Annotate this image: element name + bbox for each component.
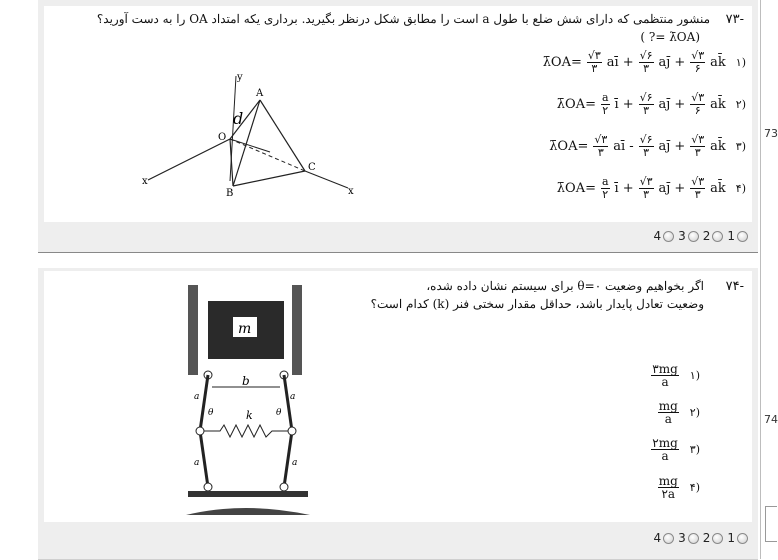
side-question-number: 74: [764, 413, 778, 426]
answer-radio-2[interactable]: [712, 533, 723, 544]
svg-text:a: a: [194, 458, 200, 468]
answer-radio-1[interactable]: [737, 231, 748, 242]
answer-choices: [653, 229, 748, 243]
question-text-line2: وضعیت تعادل پایدار باشد، حداقل مقدار سختی فنر (k) کدام است؟: [370, 297, 704, 311]
point-O-label: O: [218, 132, 227, 143]
option-3: λ̄OA= $\frac{√۳}{۳}$ aī - $\frac{√۶}{۳}$ aj̄ + $\frac{√۳}{۳}$ ak̄ ۳): [549, 133, 746, 159]
answer-radio-4[interactable]: [663, 533, 674, 544]
y-axis-label: y: [237, 72, 243, 83]
prism-figure: [140, 66, 360, 199]
question-73-card: [44, 6, 752, 222]
svg-text:a: a: [290, 392, 296, 402]
point-A-label: A: [256, 88, 264, 99]
point-C-label: C: [308, 162, 316, 173]
mechanism-figure: [184, 279, 314, 515]
answer-label: 1: [727, 531, 735, 545]
b-label: b: [242, 374, 250, 388]
answer-label: 4: [653, 229, 662, 243]
answer-radio-4[interactable]: [663, 231, 674, 242]
answer-label: 3: [678, 531, 686, 545]
answer-label: 3: [678, 229, 686, 243]
question-number: ۷۳-: [725, 12, 744, 27]
option-1: λ̄OA= $\frac{√۳}{۳}$ aī + $\frac{√۶}{۳}$ aj̄ + $\frac{√۳}{۶}$ ak̄ ۱): [542, 49, 746, 75]
x-axis-label-left: x: [142, 176, 148, 187]
answer-label: 4: [653, 531, 662, 545]
question-text: منشور منتظمی که دارای شش ضلع با طول a است را مطابق شکل درنظر بگیرید. برداری یکه امتداد OA را به دست آورید؟: [96, 12, 710, 26]
option-2: λ̄OA= $\frac{a}{۲}$ ī + $\frac{√۶}{۳}$ aj̄ + $\frac{√۳}{۶}$ ak̄ ۲): [556, 91, 746, 117]
option-1: $\frac{۳mg}{a}$ ۱): [652, 362, 700, 389]
question-number: ۷۴-: [725, 279, 744, 294]
question-73-panel: [38, 0, 758, 253]
question-text-line2: (λ̄OA =? ): [640, 30, 700, 44]
option-4: $\frac{mg}{۲a}$ ۴): [658, 474, 700, 501]
option-4: λ̄OA= $\frac{a}{۲}$ ī + $\frac{√۳}{۳}$ aj̄ + $\frac{√۳}{۳}$ ak̄ ۴): [556, 175, 746, 201]
answer-radio-2[interactable]: [712, 231, 723, 242]
svg-text:a: a: [194, 392, 200, 402]
x-axis-label-right: x: [348, 186, 354, 197]
answer-radio-1[interactable]: [737, 533, 748, 544]
question-text: اگر بخواهیم وضعیت ۰=θ برای سیستم نشان داده شده،: [426, 279, 704, 293]
right-divider: [760, 0, 761, 559]
option-3: $\frac{۲mg}{a}$ ۳): [652, 436, 700, 463]
svg-text:θ: θ: [208, 408, 214, 418]
k-label: k: [246, 409, 253, 422]
side-question-number: 73: [764, 127, 778, 140]
question-74-card: [44, 271, 752, 522]
answer-radio-3[interactable]: [688, 533, 699, 544]
question-74-panel: [38, 268, 758, 560]
divider: [38, 252, 758, 253]
svg-text:θ: θ: [276, 408, 282, 418]
answer-radio-3[interactable]: [688, 231, 699, 242]
mass-label: m: [238, 321, 252, 337]
option-2: $\frac{mg}{a}$ ۲): [658, 399, 700, 426]
svg-text:a: a: [292, 458, 298, 468]
d-label: d: [233, 109, 244, 128]
point-B-label: B: [226, 188, 234, 199]
answer-choices: [653, 531, 748, 545]
answer-label: 2: [702, 531, 711, 545]
answer-label: 2: [702, 229, 711, 243]
answer-label: 1: [727, 229, 735, 243]
side-box: [765, 506, 777, 542]
